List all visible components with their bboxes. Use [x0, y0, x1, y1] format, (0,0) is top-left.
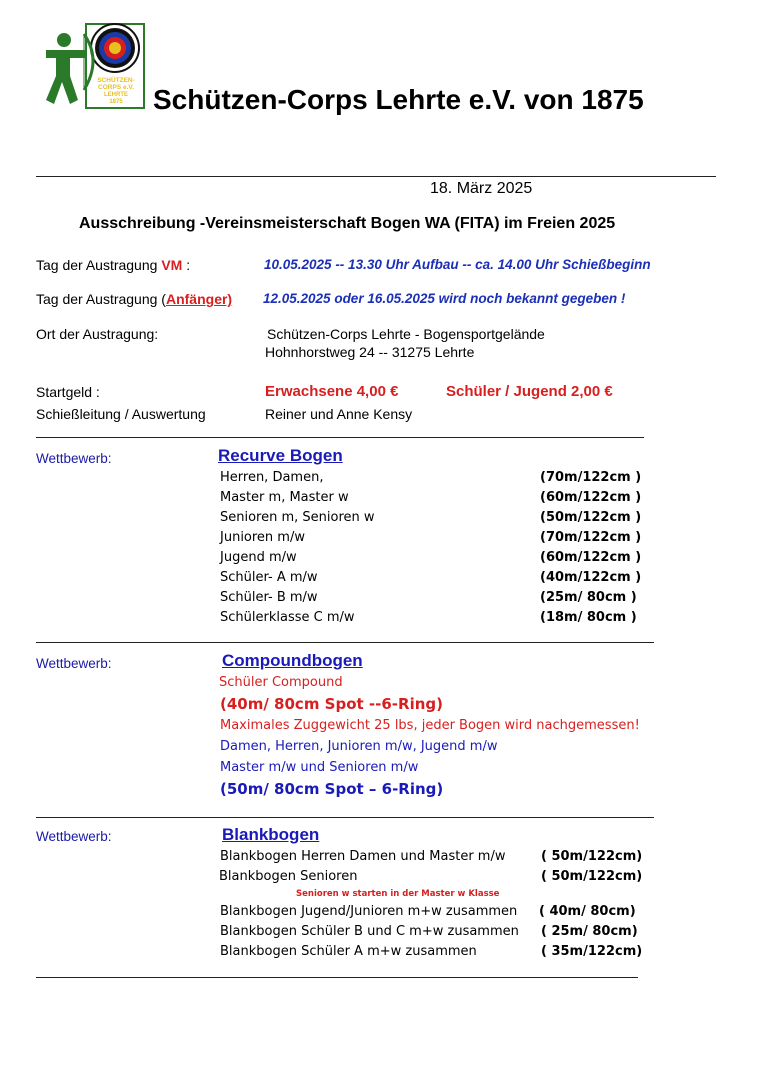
recurve-class: Senioren m, Senioren w [220, 510, 375, 525]
compound-title: Compoundbogen [222, 651, 363, 670]
recurve-competition-label: Wettbewerb: [36, 451, 112, 466]
fee-adult: Erwachsene 4,00 € [265, 383, 399, 400]
document-date: 18. März 2025 [430, 180, 533, 197]
location-label: Ort der Austragung: [36, 326, 159, 342]
blank-distance: ( 50m/122cm) [541, 849, 643, 864]
divider-4 [36, 977, 638, 978]
location-line2: Hohnhorstweg 24 -- 31275 Lehrte [265, 344, 475, 360]
beginner-day-label: Tag der Austragung (Anfänger) [36, 291, 233, 307]
svg-text:LEHRTE: LEHRTE [104, 92, 128, 98]
recurve-class: Jugend m/w [220, 550, 297, 565]
blank-distance: ( 25m/ 80cm) [541, 924, 638, 939]
blank-distance: ( 35m/122cm) [541, 944, 643, 959]
location-line1: Schützen-Corps Lehrte - Bogensportgelände [267, 326, 545, 342]
blank-distance: ( 50m/122cm) [541, 869, 643, 884]
compound-competition-label: Wettbewerb: [36, 656, 112, 671]
recurve-title: Recurve Bogen [218, 446, 343, 465]
blank-class: Blankbogen Jugend/Junioren m+w zusammen [220, 904, 518, 919]
divider-3 [36, 817, 654, 818]
lead-label: Schießleitung / Auswertung [36, 406, 206, 422]
divider-1 [36, 437, 644, 438]
blank-class: Blankbogen Senioren [219, 869, 358, 884]
blank-distance: ( 40m/ 80cm) [539, 904, 636, 919]
compound-adult-target: (50m/ 80cm Spot – 6-Ring) [220, 780, 444, 798]
org-title: Schützen-Corps Lehrte e.V. von 1875 [153, 84, 644, 115]
svg-text:1875: 1875 [109, 99, 123, 105]
recurve-class: Junioren m/w [220, 530, 305, 545]
document-title: Ausschreibung -Vereinsmeisterschaft Bogen WA (FITA) im Freien 2025 [79, 215, 616, 232]
lead-value: Reiner und Anne Kensy [265, 406, 413, 422]
divider-2 [36, 642, 654, 643]
compound-youth-target: (40m/ 80cm Spot --6-Ring) [220, 695, 443, 713]
compound-youth-label: Schüler Compound [219, 675, 343, 690]
recurve-class: Schüler- B m/w [220, 590, 318, 605]
archer-target-logo-icon [40, 20, 148, 112]
header-divider [36, 176, 716, 177]
recurve-distance: (70m/122cm ) [540, 470, 642, 485]
blank-title: Blankbogen [222, 825, 320, 844]
compound-adult-classes-2: Master m/w und Senioren m/w [220, 760, 419, 775]
recurve-class: Master m, Master w [220, 490, 349, 505]
recurve-distance: (25m/ 80cm ) [540, 590, 637, 605]
recurve-distance: (18m/ 80cm ) [540, 610, 637, 625]
vm-day-value: 10.05.2025 -- 13.30 Uhr Aufbau -- ca. 14.00 Uhr Schießbeginn [264, 257, 651, 272]
recurve-class: Schüler- A m/w [220, 570, 318, 585]
recurve-distance: (60m/122cm ) [540, 550, 642, 565]
recurve-distance: (60m/122cm ) [540, 490, 642, 505]
recurve-distance: (40m/122cm ) [540, 570, 642, 585]
recurve-distance: (70m/122cm ) [540, 530, 642, 545]
vm-day-label: Tag der Austragung VM : [36, 257, 191, 273]
blank-class: Blankbogen Schüler B und C m+w zusammen [220, 924, 519, 939]
svg-text:SCHÜTZEN-: SCHÜTZEN- [97, 77, 135, 84]
svg-text:CORPS e.V.: CORPS e.V. [98, 84, 134, 91]
blank-competition-label: Wettbewerb: [36, 829, 112, 844]
blank-class: Blankbogen Schüler A m+w zusammen [220, 944, 477, 959]
beginner-day-value: 12.05.2025 oder 16.05.2025 wird noch bekannt gegeben ! [263, 291, 626, 306]
recurve-distance: (50m/122cm ) [540, 510, 642, 525]
compound-adult-classes-1: Damen, Herren, Junioren m/w, Jugend m/w [220, 739, 498, 754]
blank-class: Blankbogen Herren Damen und Master m/w [220, 849, 506, 864]
fee-youth: Schüler / Jugend 2,00 € [446, 383, 613, 400]
club-logo [40, 20, 148, 112]
compound-max-draw-note: Maximales Zuggewicht 25 lbs, jeder Bogen wird nachgemessen! [220, 718, 640, 733]
recurve-class: Schülerklasse C m/w [220, 610, 355, 625]
blank-senior-note: Senioren w starten in der Master w Klasse [296, 889, 500, 899]
fee-label: Startgeld : [36, 384, 100, 400]
recurve-class: Herren, Damen, [220, 470, 324, 485]
